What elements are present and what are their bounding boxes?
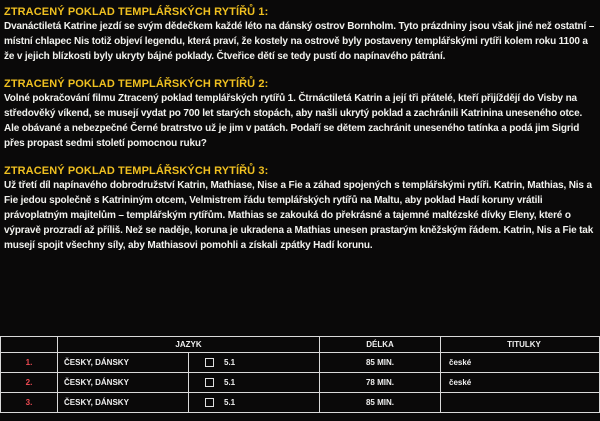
row-sound (189, 353, 320, 373)
row-sound-value: 5.1 (224, 398, 236, 407)
row-sound-value: 5.1 (224, 358, 236, 367)
film-title-3: ZTRACENÝ POKLAD TEMPLÁŘSKÝCH RYTÍŘŮ 3: (4, 165, 269, 177)
film-description-2: Volné pokračování filmu Ztracený poklad templářských rytířů 1. Čtrnáctiletá Katrin a její tři přátelé, kteří přijíždějí do Visby na středověký víkend, se musejí vydat po 700 let starých stopách, aby našli ukrytý poklad a zachránili Katrinina uneseného otce. Ale obávané a nebezpečné Černé bratrstvo už je jim v patách. Podaří se dětem zachránit uneseného tatínka a podá jim Sigrid přes propast sedmi století pomocnou ruku? (4, 93, 583, 149)
row-number: 2. (1, 373, 58, 393)
film-description-3: Už třetí díl napínavého dobrodružství Katrin, Mathiase, Nise a Fie a záhad spojených s templářskými rytíři. Katrin, Mathias, Nis a Fie jedou společně s Katrininým otcem, Velmistrem řádu templářských rytířů na Maltu, aby poklad Hadí koruny vrátili právoplatným majitelům – templářským rytířům. Mathias se zakouká do překrásné a tajemné maltézské dívky Eleny, které o výpravě prozradí až příliš. Než se naděje, koruna je ukradena a Mathias unesen prastarým kněžským řádem. Katrin, Nis a Fie tak musejí spojit všechny síly, aby Mathiasovi pomohli a získali zpátky Hadí korunu. (4, 180, 594, 251)
specs-table-wrapper (0, 336, 600, 413)
header-subtitles: TITULKY (441, 337, 600, 353)
film-description-1: Dvanáctiletá Katrine jezdí se svým dědečkem každé léto na dánský ostrov Bornholm. Tyto prázdniny jsou však jiné než ostatní – místní chlapec Nis totiž objeví legendu, která praví, že kostely na ostrově byly postaveny templářskými rytíři kolem roku 1100 a že v jejich blízkosti byly ukryty bájné poklady. Čtveřice dětí se tedy pustí do napínavého pátrání. (4, 21, 595, 62)
film-title-2: ZTRACENÝ POKLAD TEMPLÁŘSKÝCH RYTÍŘŮ 2: (4, 78, 269, 90)
row-length: 85 MIN. (320, 353, 441, 373)
film-title-1: ZTRACENÝ POKLAD TEMPLÁŘSKÝCH RYTÍŘŮ 1: (4, 6, 269, 18)
row-subtitles: české (441, 353, 600, 373)
row-subtitles (441, 393, 600, 413)
row-sound (189, 393, 320, 413)
sound-format-icon (205, 398, 214, 407)
specs-table (0, 336, 600, 413)
row-length: 85 MIN. (320, 393, 441, 413)
row-sound (189, 373, 320, 393)
sound-format-icon (205, 378, 214, 387)
row-length: 78 MIN. (320, 373, 441, 393)
table-row (1, 353, 600, 373)
table-header-row (1, 337, 600, 353)
header-num-cell (1, 337, 58, 353)
row-number: 3. (1, 393, 58, 413)
row-number: 1. (1, 353, 58, 373)
sound-format-icon (205, 358, 214, 367)
table-row (1, 373, 600, 393)
row-language: ČESKY, DÁNSKY (58, 353, 189, 373)
film-section-2 (4, 78, 596, 151)
film-section-3 (4, 165, 596, 253)
table-row (1, 393, 600, 413)
row-sound-value: 5.1 (224, 378, 236, 387)
header-length: DÉLKA (320, 337, 441, 353)
film-descriptions (4, 6, 596, 267)
row-subtitles: české (441, 373, 600, 393)
row-language: ČESKY, DÁNSKY (58, 373, 189, 393)
header-language: JAZYK (58, 337, 320, 353)
film-section-1 (4, 6, 596, 64)
row-language: ČESKY, DÁNSKY (58, 393, 189, 413)
